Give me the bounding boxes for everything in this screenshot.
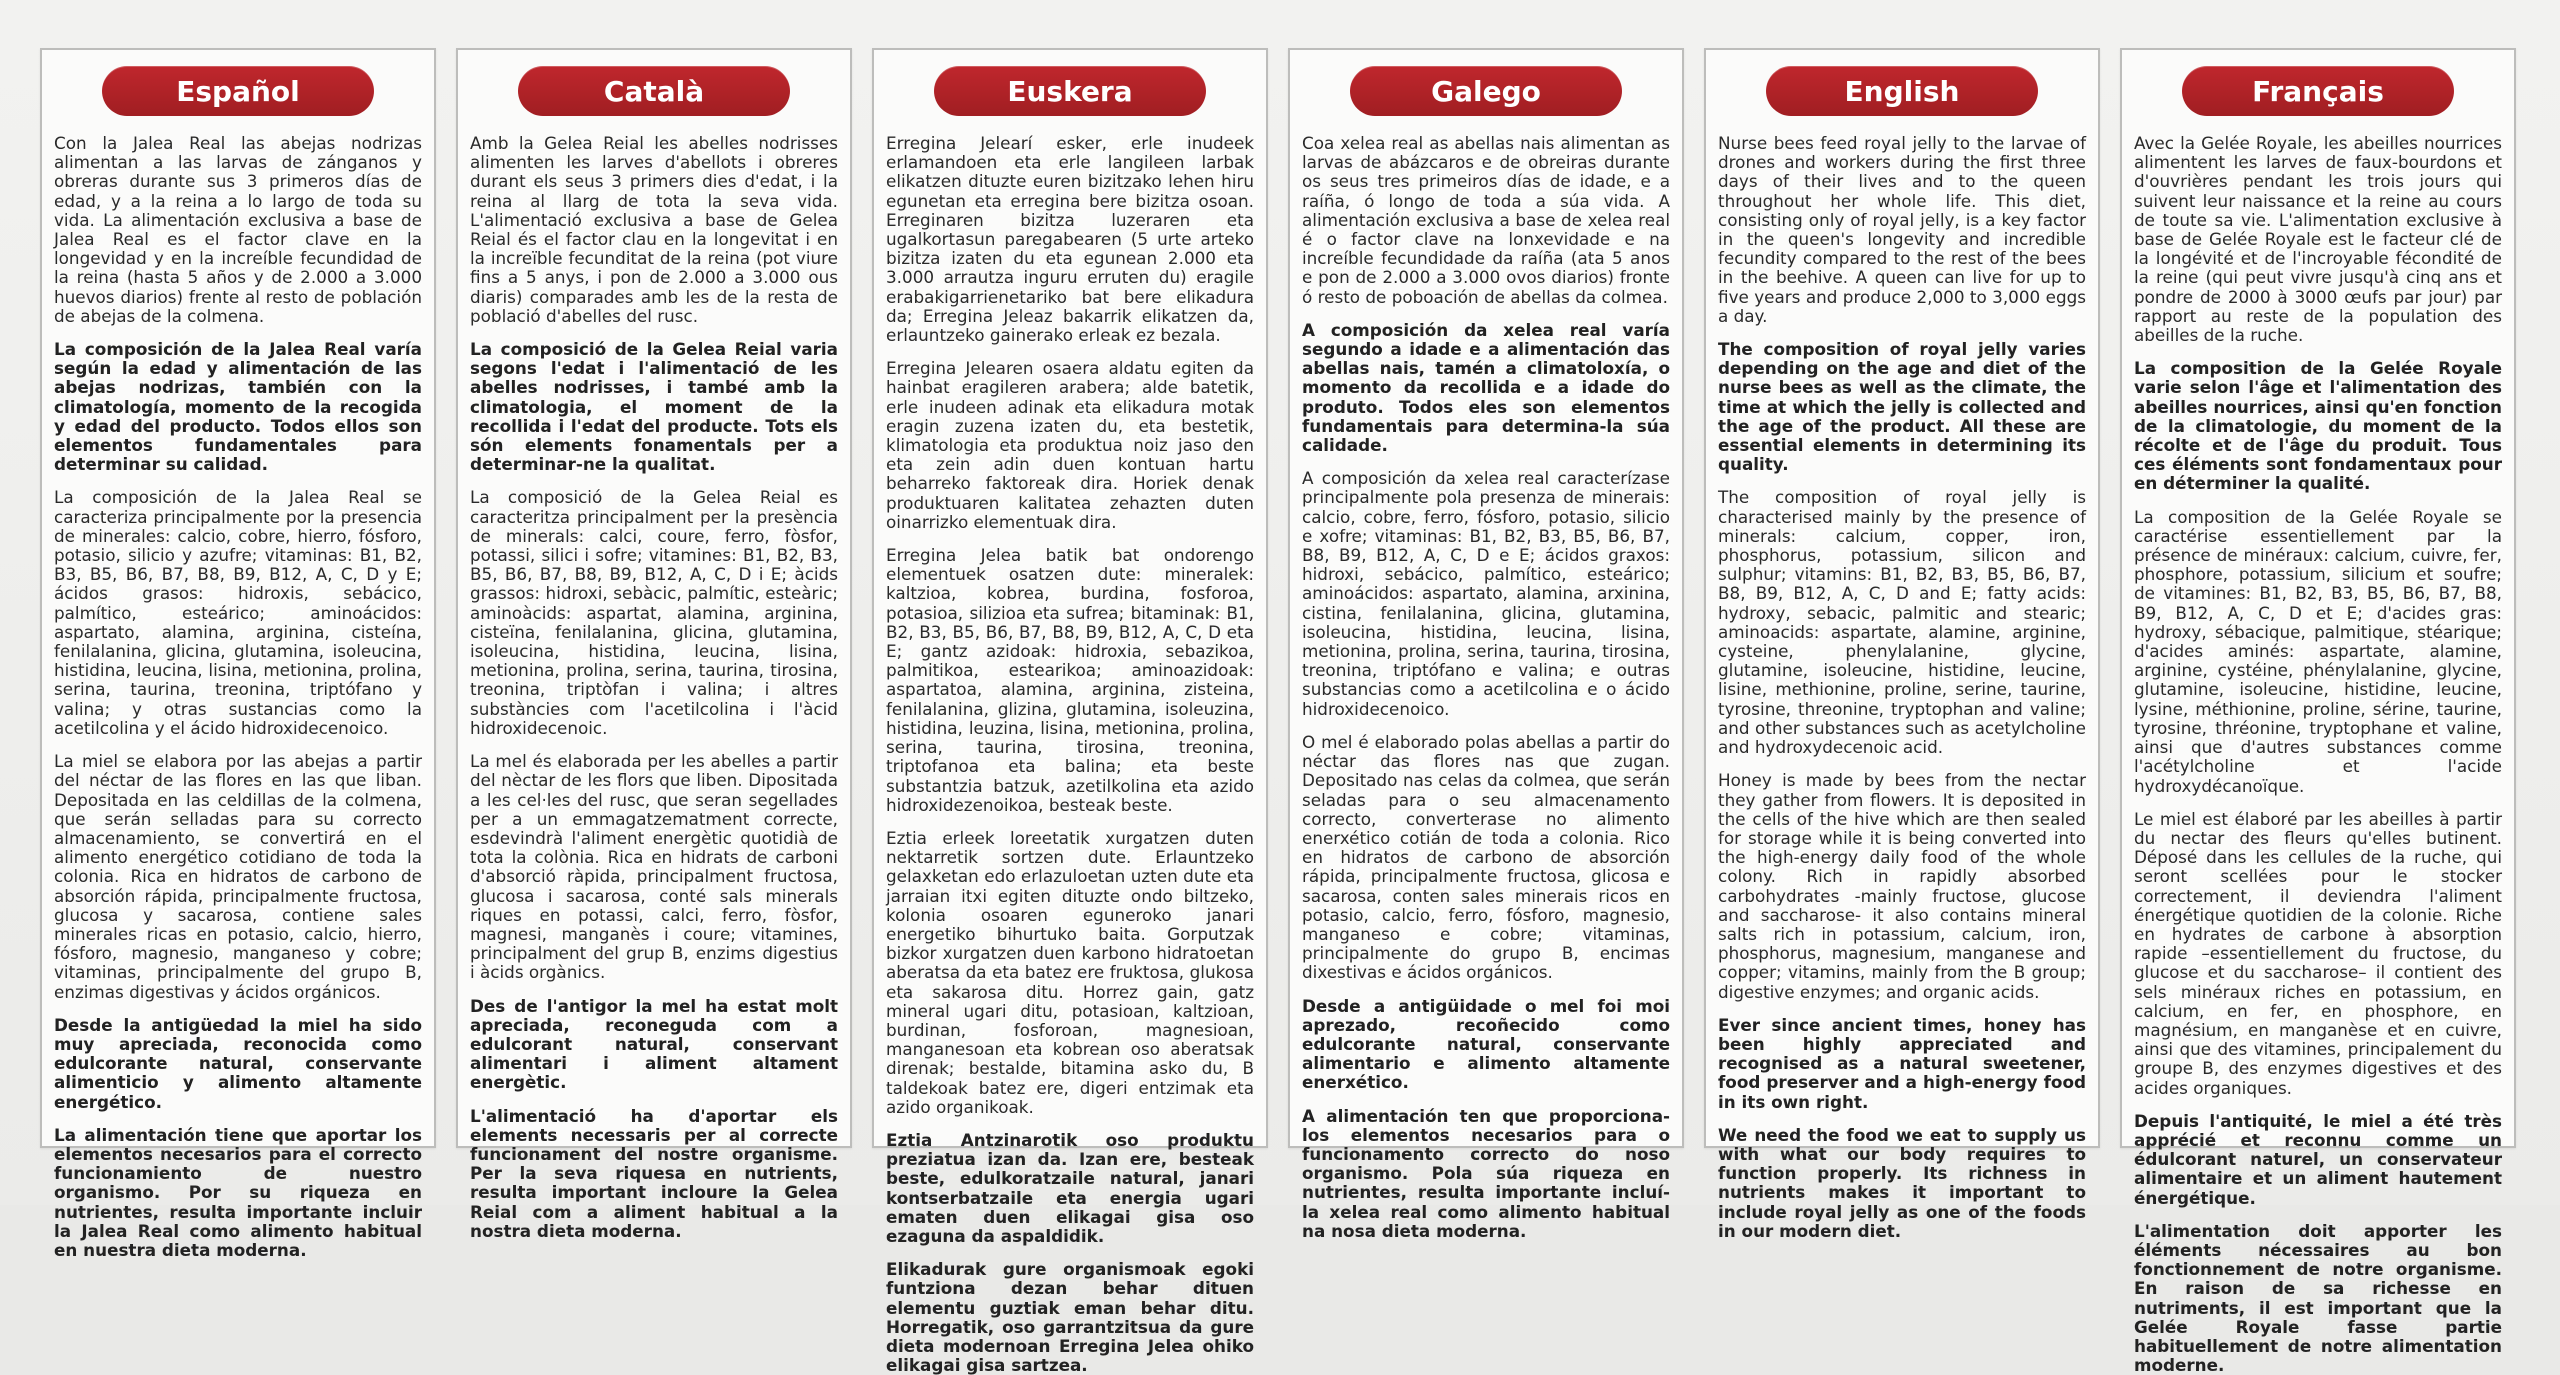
column-francais [2120, 48, 2516, 1375]
paragraph-composition-detail: La composición de la Jalea Real se caracteriza principalmente por la presencia de minerales: calcio, cobre, hierro, fósforo, potasio, silicio y azufre; vitaminas: B1, B2, B3, B5, B6, B7, B8, B9, B12, A, C, D y E; ácidos grasos: hidroxis, sebácico, palmítico, esteárico; aminoácidos: aspartato, alamina, arginina, cisteína, fenilalanina, glicina, glutamina, isoleucina, histidina, leucina, lisina, metionina, prolina, serina, taurina, treonina, triptófano y valina; y otras sustancias como la acetilcolina y el ácido hidroxidecenoico. [54, 487, 422, 738]
paragraph-royal-jelly-intro: Amb la Gelea Reial les abelles nodrisses alimenten les larves d'abellots i obreres durant els seus 3 primers dies d'edat, i la reina al llarg de tota la seva vida. L'alimentació exclusiva a base de Gelea Reial és el factor clau en la longevitat i en la increïble fecunditat de la reina (pot viure fins a 5 anys, i pon de 2.000 a 3.000 ous diaris) comparades amb les de la resta de població d'abelles del rusc. [470, 133, 838, 326]
paragraph-diet: We need the food we eat to supply us with what our body requires to function properly. Its richness in nutrients makes it important to include royal jelly as one of the foods in our modern diet. [1718, 1124, 2086, 1241]
paragraph-diet: Elikadurak gure organismoak egoki funtziona dezan behar dituen elementu guztiak eman behar ditu. Horregatik, oso garrantzitsua da gure dieta modernoan Erregina Jelea ohiko elikagai gisa sartzea. [886, 1259, 1254, 1375]
paragraph-composition-variation: La composició de la Gelea Reial varia segons l'edat i l'alimentació de les abelles nodrisses, i també amb la climatologia, el moment de la recollida i l'edat del producte. Tots els són elements fonamentals per a determinar-ne la qualitat. [470, 339, 838, 475]
paragraph-composition-variation: Erregina Jelearen osaera aldatu egiten da hainbat eragileren arabera; alde batetik, erle inudeen adinak eta elikadura motak eragin zuzena izaten du, eta bestetik, klimatologia eta produktua noiz jaso den eta zein adin duen kontuan hartu beharreko faktoreak dira. Horiek denak produktuaren kalitatea zehazten duten oinarrizko elementuak dira. [886, 358, 1254, 532]
paragraph-composition-detail: The composition of royal jelly is characterised mainly by the presence of minerals: calcium, copper, iron, phosphorus, potassium, silicon and sulphur; vitamins: B1, B2, B3, B5, B6, B7, B8, B9, B12, A, C, D and E; fatty acids: hydroxy, sebacic, palmitic and stearic; aminoacids: aspartate, alamine, arginine, cysteine, phenylalanine, glycine, glutamine, isoleucine, histidine, leucine, lisine, methionine, proline, serine, taurine, tyrosine, threonine, tryptophan and valine; and other substances such as acetylcholine and hydroxydecenoic acid. [1718, 487, 2086, 758]
paragraph-honey: Le miel est élaboré par les abeilles à partir du nectar des fleurs qu'elles butinent. Déposé dans les cellules de la ruche, qui seront scellées pour le stocker correctement, il deviendra l'aliment énergétique quotidien de la colonie. Riche en hydrates de carbone à absorption rapide –essentiellement du fructose, du glucose et du saccharose– il contient des sels minéraux riches en potassium, en calcium, en fer, en phosphore, en magnésium, en manganèse et en cuivre, ainsi que des vitamines, principalement du groupe B, des enzymes digestives et des acides organiques. [2134, 808, 2502, 1098]
paragraph-diet: L'alimentation doit apporter les éléments nécessaires au bon fonctionnement de notre organisme. En raison de sa richesse en nutriments, il est important que la Gelée Royale fasse partie habituellement de notre alimentation moderne. [2134, 1220, 2502, 1375]
column-galego [1288, 48, 1684, 1241]
paragraph-composition-variation: The composition of royal jelly varies depending on the age and diet of the nurse bees as well as the climate, the time at which the jelly is collected and the age of the product. All these are essential elements in determining its quality. [1718, 339, 2086, 475]
column-text [886, 133, 1254, 1375]
paragraph-royal-jelly-intro: Erregina Jelearí esker, erle inudeek erlamandoen eta erle langileen larbak elikatzen dituzte euren bizitzako lehen hiru egunetan eta erregina bere bizitza osoan. Erreginaren bizitza luzeraren eta ugalkortasun paregabearen (5 urte arteko bizitza izaten du eta egunean 2.000 eta 3.000 arrautza inguru erruten du) eragile erabakigarrienetariko bat bere elikadura da; Erregina Jeleaz bakarrik elikatzen da, erlauntzeko gainerako erleak ez bezala. [886, 133, 1254, 346]
paragraph-honey-antiquity: Desde a antigüidade o mel foi moi aprezado, recoñecido como edulcorante natural, conservante alimentario e alimento altamente enerxético. [1302, 995, 1670, 1093]
paragraph-royal-jelly-intro: Avec la Gelée Royale, les abeilles nourrices alimentent les larves de faux-bourdons et d'ouvrières pendant les trois jours qui suivent leur naissance et la reine au cours de toute sa vie. L'alimentation exclusive à base de Gelée Royale est le facteur clé de la longévité et de l'incroyable fécondité de la reine (qui peut vivre jusqu'à cinq ans et pondre de 2000 à 3000 œufs par jour) par rapport au reste de la population des abeilles de la ruche. [2134, 133, 2502, 346]
column-heading: Español [102, 66, 374, 116]
column-text [1718, 133, 2086, 1241]
paragraph-honey-antiquity: Ever since ancient times, honey has been highly appreciated and recognised as a natural sweetener, food preserver and a high-energy food in its own right. [1718, 1014, 2086, 1112]
paragraph-honey-antiquity: Desde la antigüedad la miel ha sido muy apreciada, reconocida como edulcorante natural, conservante alimenticio y alimento altamente energético. [54, 1014, 422, 1112]
paragraph-royal-jelly-intro: Coa xelea real as abellas nais alimentan as larvas de abázcaros e de obreiras durante os seus tres primeiros días de idade, e a raíña, ó longo de toda a súa vida. A alimentación exclusiva a base de xelea real é o factor clave na lonxevidade e na increíble fecundidade da raíña (ata 5 anos e pon de 2.000 a 3.000 ovos diarios) fronte ó resto de poboación de abellas da colmea. [1302, 133, 1670, 307]
paragraph-composition-variation: La composición de la Jalea Real varía según la edad y alimentación de las abejas nodrizas, también con la climatología, momento de la recogida y edad del producto. Todos ellos son elementos fundamentales para determinar su calidad. [54, 339, 422, 475]
paragraph-diet: La alimentación tiene que aportar los elementos necesarios para el correcto funcionamiento de nuestro organismo. Por su riqueza en nutrientes, resulta importante incluir la Jalea Real como alimento habitual en nuestra dieta moderna. [54, 1124, 422, 1260]
paragraph-honey-antiquity: Eztia Antzinarotik oso produktu preziatua izan da. Izan ere, besteak beste, edulkoratzaile natural, janari kontserbatzaile eta energia ugari ematen duen elikagai gisa oso ezaguna da aspaldidik. [886, 1129, 1254, 1246]
paragraph-diet: L'alimentació ha d'aportar els elements necessaris per al correcte funcionament del nostre organisme. Per la seva riquesa en nutrients, resulta important incloure la Gelea Reial com a aliment habitual a la nostra dieta moderna. [470, 1105, 838, 1241]
column-text [1302, 133, 1670, 1241]
paragraph-honey: Eztia erleek loreetatik xurgatzen duten nektarretik sortzen dute. Erlauntzeko gelaxketan edo erlazuloetan uzten dute eta jarraian itxi egiten dituzte ondo biltzeko, kolonia osoaren eguneroko janari energetiko bihurtuko baita. Gorputzak bizkor xurgatzen duen karbono hidratoetan aberatsa da eta batez ere fruktosa, glukosa eta sakarosa ditu. Horrez gain, gatz mineral ugari ditu, potasioan, kaltzioan, burdinan, fosforoan, magnesioan, manganesoan eta kobrean oso aberatsak direnak; bestalde, bitamina asko du, B taldekoak batez ere, digeri entzimak eta azido organikoak. [886, 827, 1254, 1117]
paragraph-honey: O mel é elaborado polas abellas a partir do néctar das flores nas que zugan. Depositado nas celas da colmea, que serán seladas para o seu almacenamento correcto, converterase no alimento enerxético cotián de toda a colonia. Rico en hidratos de carbono de absorción rápida, principalmente fructosa, glicosa e sacarosa, conten sales minerais ricos en potasio, calcio, ferro, fósforo, magnesio, manganeso e cobre; vitaminas, principalmente do grupo B, encimas dixestivas e ácidos orgánicos. [1302, 731, 1670, 983]
paragraph-composition-detail: La composition de la Gelée Royale se caractérise essentiellement par la présence de minéraux: calcium, cuivre, fer, phosphore, potassium, silicium et soufre; de vitamines: B1, B2, B3, B5, B6, B7, B8, B9, B12, A, C, D et E; d'acides gras: hydroxy, sébacique, palmitique, stéarique; d'acides aminés: aspartate, alamine, arginine, cystéine, phénylalanine, glycine, glutamine, isoleucine, histidine, leucine, lysine, méthionine, proline, sérine, taurine, tyrosine, thréonine, tryptophane et valine, ainsi que d'autres substances comme l'acétylcholine et l'acide hydroxydécanoïque. [2134, 506, 2502, 796]
column-euskera [872, 48, 1268, 1375]
paragraph-composition-variation: La composition de la Gelée Royale varie selon l'âge et l'alimentation des abeilles nourrices, ainsi qu'en fonction de la climatologie, du moment de la récolte et de l'âge du produit. Tous ces éléments sont fondamentaux pour en déterminer la qualité. [2134, 358, 2502, 494]
column-text [54, 133, 422, 1260]
paragraph-honey: La mel és elaborada per les abelles a partir del nèctar de les flors que liben. Dipositada a les cel·les del rusc, que seran segellades per a un emmagatzematment correcte, esdevindrà l'aliment energètic quotidià de tota la colònia. Rica en hidrats de carboni d'absorció ràpida, principalment fructosa, glucosa i sacarosa, conté sals minerals riques en potassi, calci, ferro, fòsfor, magnesi, manganès i coure; vitamines, principalment del grup B, enzims digestius i àcids orgànics. [470, 751, 838, 983]
paragraph-honey: Honey is made by bees from the nectar they gather from flowers. It is deposited in the cells of the hive which are then sealed for storage while it is being converted into the high-energy daily food of the whole colony. Rich in rapidly absorbed carbohydrates -mainly fructose, glucose and saccharose- it also contains mineral salts rich in potassium, calcium, iron, phosphorus, magnesium, manganese and copper; vitamins, mainly from the B group; digestive enzymes; and organic acids. [1718, 770, 2086, 1002]
column-heading: Galego [1350, 66, 1622, 116]
column-text [470, 133, 838, 1241]
column-english [1704, 48, 2100, 1241]
paragraph-diet: A alimentación ten que proporciona-los elementos necesarios para o funcionamento correcto do noso organismo. Pola súa riqueza en nutrientes, resulta importante incluí-la xelea real como alimento habitual na nosa dieta moderna. [1302, 1105, 1670, 1241]
column-heading: English [1766, 66, 2038, 116]
paragraph-honey-antiquity: Depuis l'antiquité, le miel a été très apprécié et reconnu comme un édulcorant naturel, un conservateur alimentaire et un aliment hautement énergétique. [2134, 1110, 2502, 1208]
paragraph-composition-detail: A composición da xelea real caracterízase principalmente pola presenza de minerais: calcio, cobre, ferro, fósforo, potasio, silicio e xofre; vitaminas: B1, B2, B3, B5, B6, B7, B8, B9, B12, A, C, D e E; ácidos graxos: hidroxi, sebácico, palmítico, esteárico; aminoácidos: aspartato, alamina, arxinina, cistina, fenilalanina, glicina, glutamina, isoleucina, histidina, leucina, lisina, metionina, prolina, serina, taurina, tirosina, treonina, triptófano e valina; e outras substancias como a acetilcolina e o ácido hidroxidecenoico. [1302, 468, 1670, 719]
paragraph-honey: La miel se elabora por las abejas a partir del néctar de las flores en las que liban. Depositada en las celdillas de la colmena, que serán selladas para su correcto almacenamiento, se convertirá en el alimento energético cotidiano de toda la colonia. Rica en hidratos de carbono de absorción rápida, principalmente fructosa, glucosa y sacarosa, contiene sales minerales ricas en potasio, calcio, hierro, fósforo, magnesio, manganeso y cobre; vitaminas, principalmente del grupo B, enzimas digestivas y ácidos orgánicos. [54, 751, 422, 1002]
column-heading: Français [2182, 66, 2454, 116]
column-catala [456, 48, 852, 1241]
paragraph-royal-jelly-intro: Nurse bees feed royal jelly to the larvae of drones and workers during the first three days of their lives and to the queen throughout her whole life. This diet, consisting only of royal jelly, is a key factor in the queen's longevity and incredible fecundity compared to the rest of the bees in the beehive. A queen can live for up to five years and produce 2,000 to 3,000 eggs a day. [1718, 133, 2086, 326]
column-espanol [40, 48, 436, 1260]
paragraph-composition-detail: La composició de la Gelea Reial es caracteritza principalment per la presència de minerals: calci, coure, ferro, fòsfor, potassi, silici i sofre; vitamines: B1, B2, B3, B5, B6, B7, B8, B9, B12, A, C, D i E; àcids grassos: hidroxi, sebàcic, palmític, esteàric; aminoàcids: aspartat, alamina, arginina, cisteïna, fenilalanina, glicina, glutamina, isoleucina, histidina, leucina, lisina, metionina, prolina, serina, taurina, tirosina, treonina, triptòfan i valina; i altres substàncies com l'acetilcolina i l'àcid hidroxidecenoic. [470, 487, 838, 738]
column-heading: Euskera [934, 66, 1206, 116]
column-text [2134, 133, 2502, 1375]
paragraph-honey-antiquity: Des de l'antigor la mel ha estat molt apreciada, reconeguda com a edulcorant natural, conservant alimentari i aliment altament energètic. [470, 995, 838, 1093]
paragraph-composition-variation: A composición da xelea real varía segundo a idade e a alimentación das abellas nais, tamén a climatoloxía, o momento da recollida e a idade do produto. Todos eles son elementos fundamentais para determina-la súa calidade. [1302, 319, 1670, 456]
paragraph-composition-detail: Erregina Jelea batik bat ondorengo elementuek osatzen dute: mineralek: kaltzioa, kobrea, burdina, fosforoa, potasioa, silizioa eta sufrea; bitaminak: B1, B2, B3, B5, B6, B7, B8, B9, B12, A, C, D eta E; gantz azidoak: hidroxia, sebazikoa, palmitikoa, estearikoa; aminoazidoak: aspartatoa, alamina, arginina, zisteina, fenilalanina, glizina, glutamina, isoleuzina, histidina, leuzina, lisina, metionina, prolina, serina, taurina, tirosina, treonina, triptofanoa eta balina; eta beste substantzia batzuk, azetilkolina eta azido hidroxidezenoikoa, besteak beste. [886, 545, 1254, 815]
column-heading: Català [518, 66, 790, 116]
paragraph-royal-jelly-intro: Con la Jalea Real las abejas nodrizas alimentan a las larvas de zánganos y obreras durante sus 3 primeros días de edad, y a la reina a lo largo de toda su vida. La alimentación exclusiva a base de Jalea Real es el factor clave en la longevidad y en la increíble fecundidad de la reina (hasta 5 años y de 2.000 a 3.000 huevos diarios) frente al resto de población de abejas de la colmena. [54, 133, 422, 326]
